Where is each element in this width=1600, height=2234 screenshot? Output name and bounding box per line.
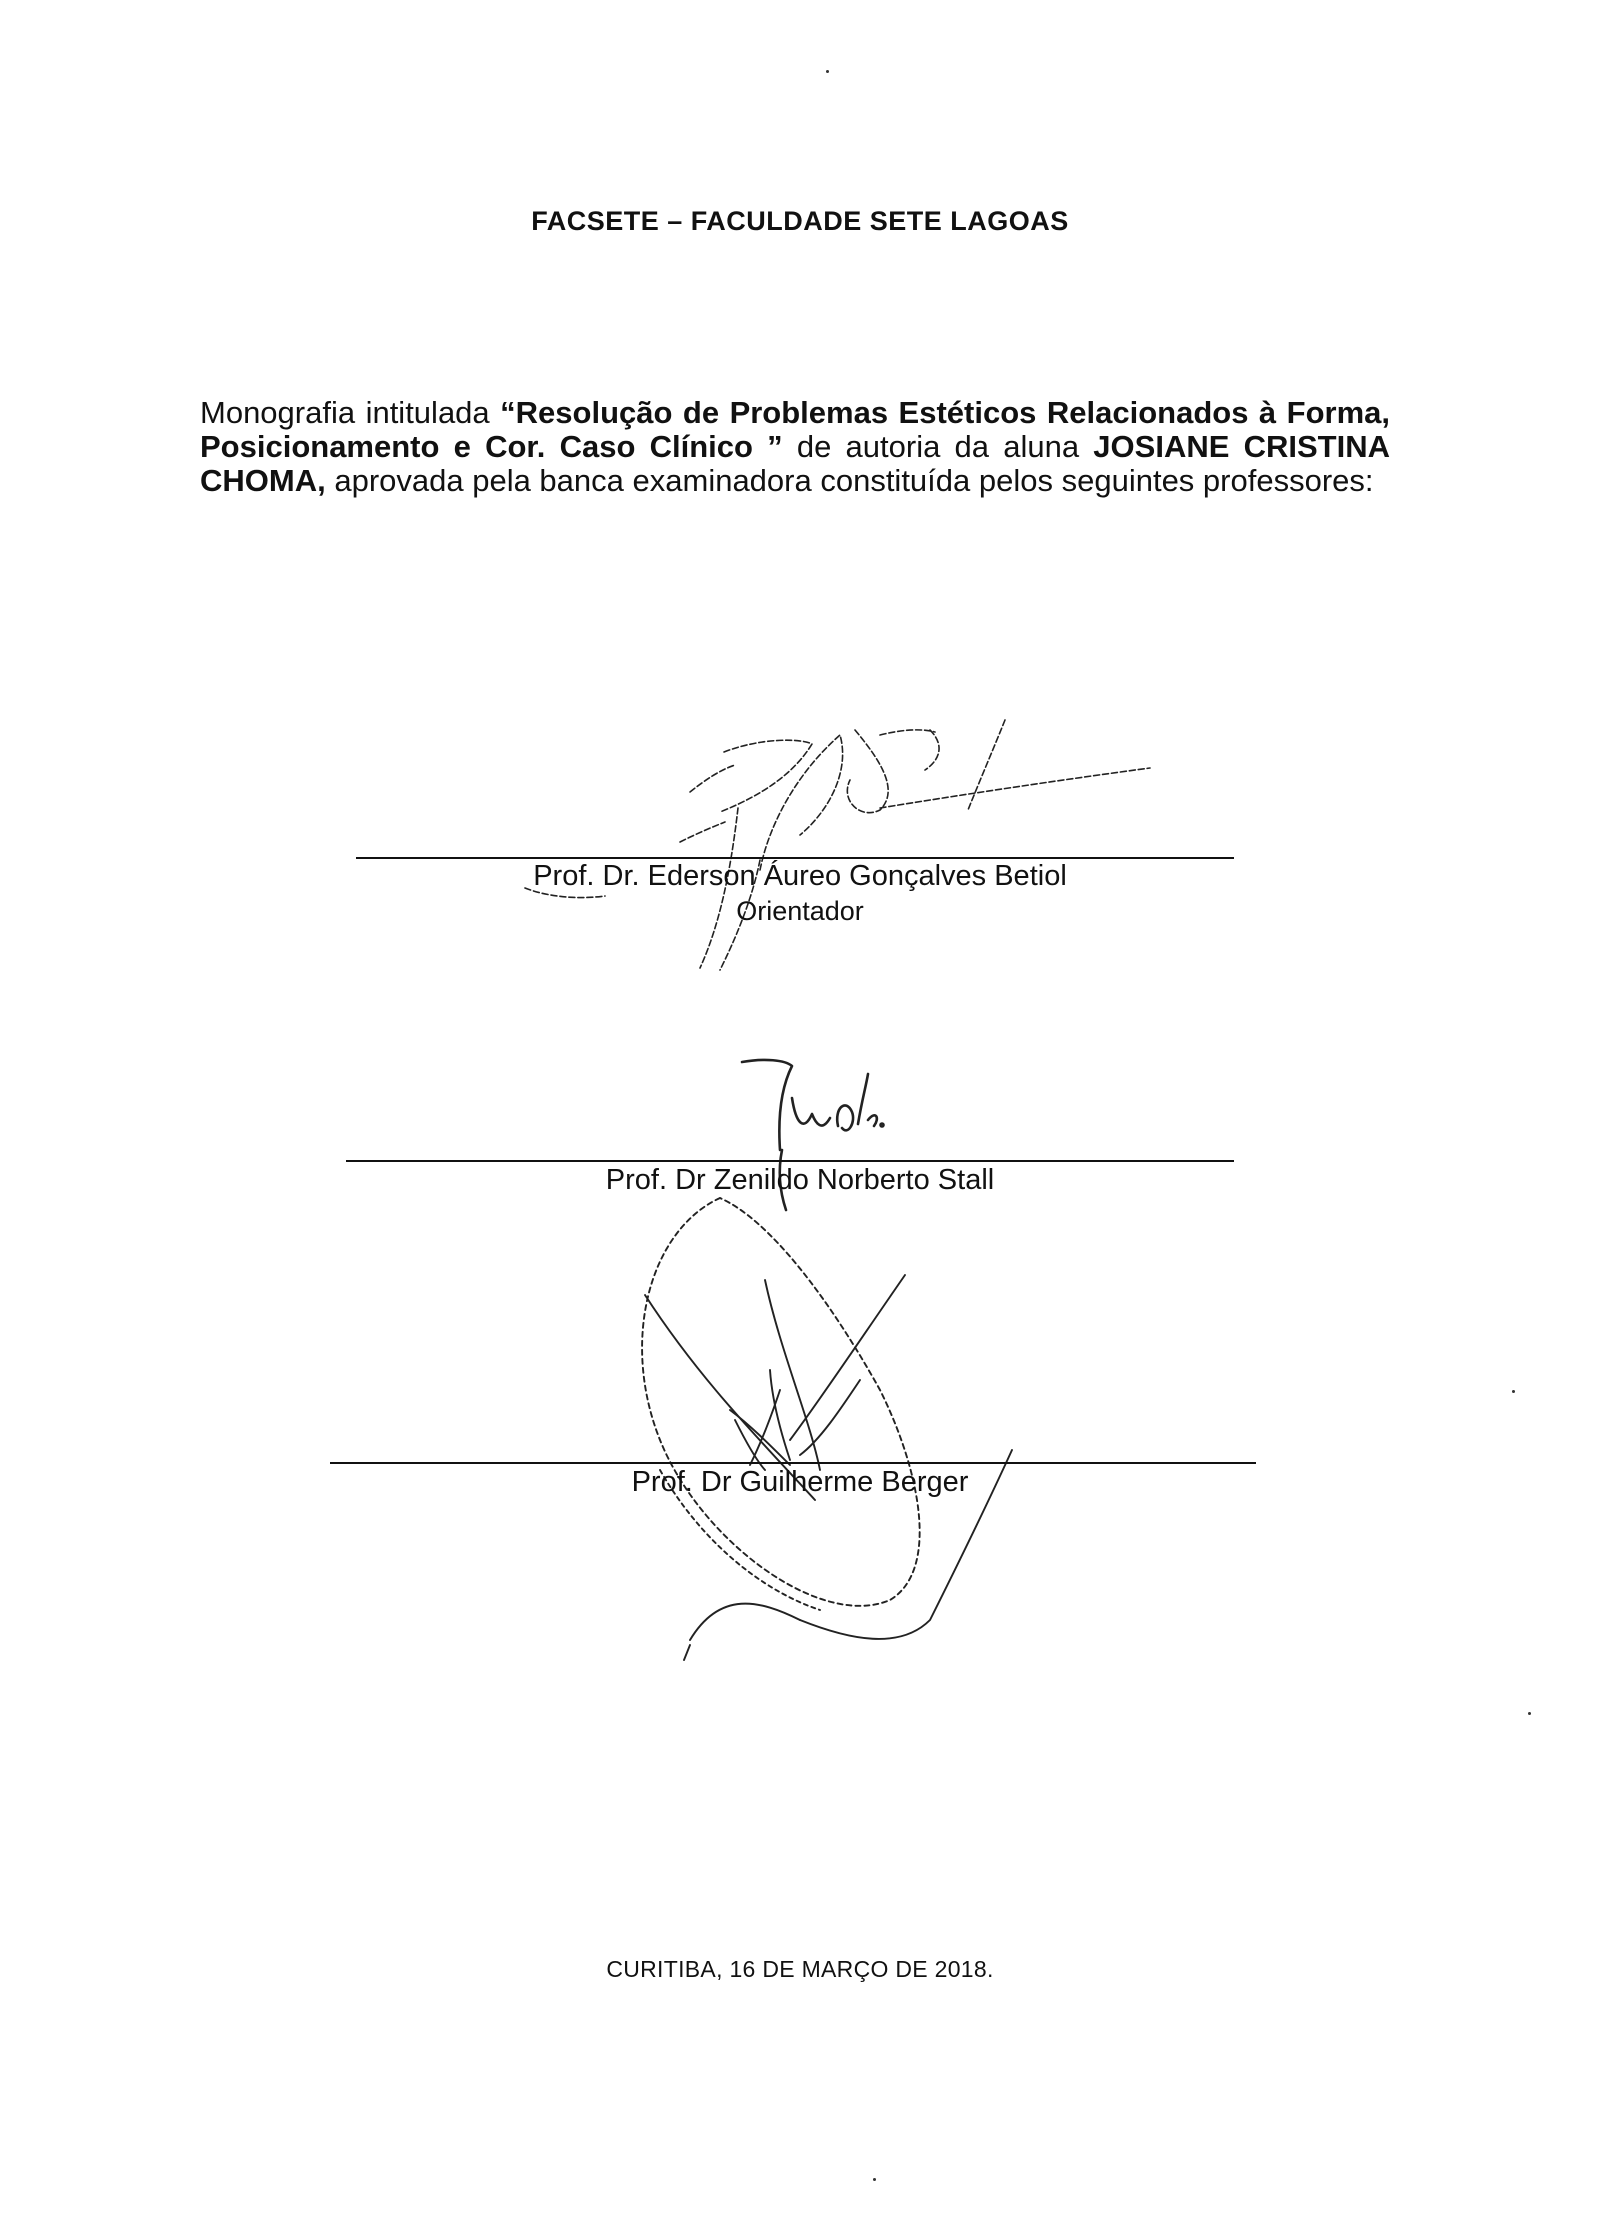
signature-betiol <box>525 720 1150 970</box>
institution-header: FACSETE – FACULDADE SETE LAGOAS <box>531 206 1069 236</box>
place-and-date: CURITIBA, 16 DE MARÇO DE 2018. <box>606 1956 994 1982</box>
signatory-name: Prof. Dr Guilherme Berger <box>631 1466 969 1498</box>
approval-middle: de autoria da aluna <box>782 429 1094 464</box>
monograph-title: “Resolução de Problemas Estéticos Relacionados à Forma, Posicionamento e Cor. Caso Clínico ” <box>200 395 1390 464</box>
signature-line <box>330 1462 1256 1464</box>
signature-berger <box>642 1198 1012 1660</box>
signatory-name: Prof. Dr Zenildo Norberto Stall <box>605 1164 995 1196</box>
author-name: JOSIANE CRISTINA CHOMA, <box>200 429 1390 498</box>
signatory-name: Prof. Dr. Ederson Áureo Gonçalves Betiol <box>533 860 1067 892</box>
signatory-role: Orientador <box>736 896 864 926</box>
signature-line <box>346 1160 1234 1162</box>
signature-line <box>356 857 1234 859</box>
approval-intro: Monografia intitulada <box>200 395 501 430</box>
approval-ending: aprovada pela banca examinadora constituída pelos seguintes professores: <box>325 463 1374 498</box>
